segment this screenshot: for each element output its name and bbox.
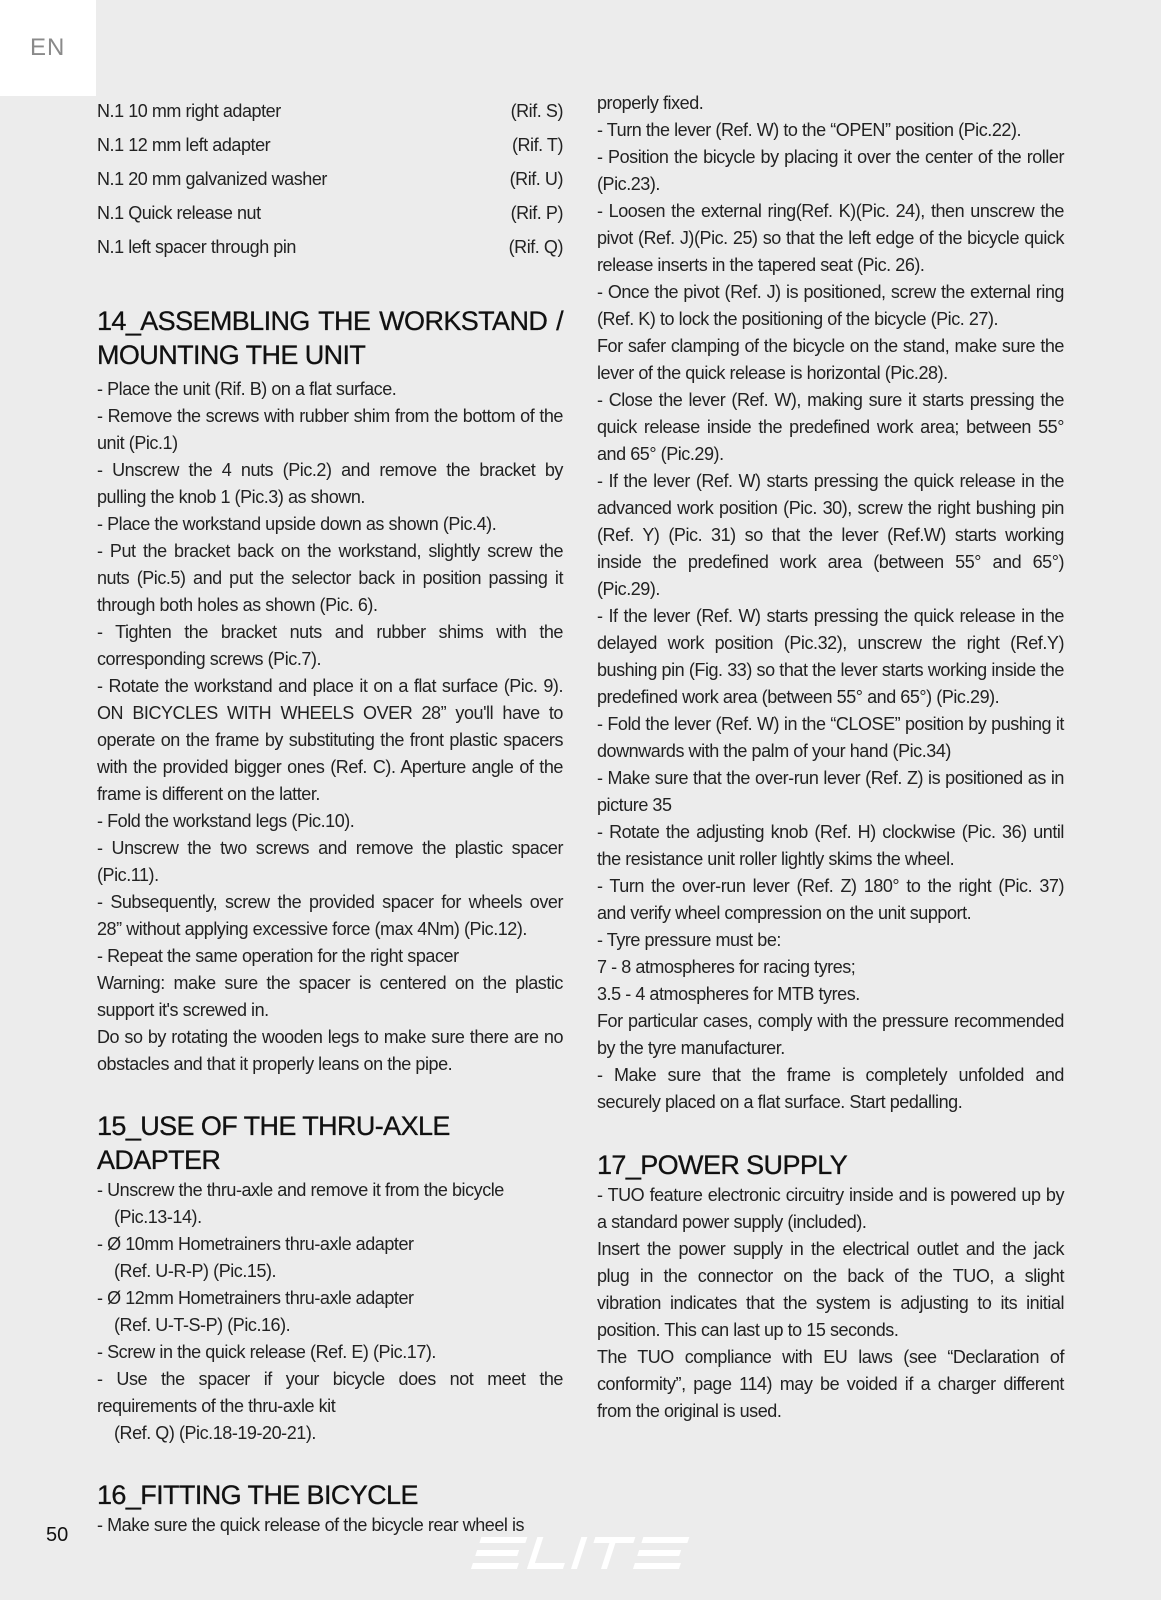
parts-list-item xyxy=(97,230,563,264)
section-14-heading-line2: MOUNTING THE UNIT xyxy=(97,340,366,370)
section-16 xyxy=(97,1478,563,1539)
part-ref: (Rif. S) xyxy=(510,101,563,121)
section-16-paragraph: For safer clamping of the bicycle on the stand, make sure the lever of the quick release is horizontal (Pic.28). xyxy=(597,336,1064,383)
section-16-paragraph: - Rotate the adjusting knob (Ref. H) clockwise (Pic. 36) until the resistance unit roller lightly skims the wheel. xyxy=(597,822,1064,869)
section-15-item: - Ø 10mm Hometrainers thru-axle adapter xyxy=(97,1234,414,1254)
section-14-heading-line1: 14_ASSEMBLING THE WORKSTAND / xyxy=(97,306,563,336)
language-tab xyxy=(0,0,96,96)
section-15-item: - Use the spacer if your bicycle does not meet the requirements of the thru-axle kit xyxy=(97,1369,563,1416)
section-17-paragraph: The TUO compliance with EU laws (see “Declaration of conformity”, page 114) may be voided if a charger different from the original is used. xyxy=(597,1347,1064,1421)
section-15-item-continued: (Pic.13-14). xyxy=(114,1207,202,1227)
section-16-paragraph: 7 - 8 atmospheres for racing tyres; xyxy=(597,957,856,977)
section-16-paragraph: - Turn the lever (Ref. W) to the “OPEN” position (Pic.22). xyxy=(597,120,1022,140)
section-16-paragraph: - Tyre pressure must be: xyxy=(597,930,781,950)
right-column xyxy=(597,90,1064,1425)
section-17 xyxy=(597,1148,1064,1425)
part-name: N.1 20 mm galvanized washer xyxy=(97,169,327,189)
section-14-paragraph: - Fold the workstand legs (Pic.10). xyxy=(97,811,355,831)
elite-logo-mark xyxy=(470,1535,690,1571)
elite-logo xyxy=(470,1535,690,1576)
part-name: N.1 Quick release nut xyxy=(97,203,261,223)
part-name: N.1 10 mm right adapter xyxy=(97,101,281,121)
section-16-paragraph: 3.5 - 4 atmospheres for MTB tyres. xyxy=(597,984,860,1004)
left-column xyxy=(97,90,563,1539)
section-16-paragraph: - Position the bicycle by placing it over the center of the roller (Pic.23). xyxy=(597,147,1064,194)
section-17-heading: 17_POWER SUPPLY xyxy=(597,1150,848,1180)
part-ref: (Rif. T) xyxy=(511,135,563,155)
language-label: EN xyxy=(30,34,66,61)
section-14-paragraph: - Place the workstand upside down as shown (Pic.4). xyxy=(97,514,497,534)
section-17-paragraph: Insert the power supply in the electrical outlet and the jack plug in the connector on the back of the TUO, a slight vibration indicates that the system is adjusting to its initial position. This can last up to 15 seconds. xyxy=(597,1239,1064,1340)
section-14-paragraph: - Rotate the workstand and place it on a flat surface (Pic. 9). ON BICYCLES WITH WHEELS OVER 28” you'll have to operate on the frame by substituting the front plastic spacers with the provided bigger ones (Ref. C). Aperture angle of the frame is different on the latter. xyxy=(97,676,563,804)
section-17-paragraph: - TUO feature electronic circuitry inside and is powered up by a standard power supply (included). xyxy=(597,1185,1064,1232)
section-16-paragraph: - Make sure that the over-run lever (Ref. Z) is positioned as in picture 35 xyxy=(597,768,1064,815)
part-name: N.1 left spacer through pin xyxy=(97,237,296,257)
parts-list-item xyxy=(97,128,563,162)
section-16-paragraph: For particular cases, comply with the pressure recommended by the tyre manufacturer. xyxy=(597,1011,1064,1058)
section-14-paragraph: - Place the unit (Rif. B) on a flat surface. xyxy=(97,379,397,399)
section-15 xyxy=(97,1109,563,1447)
section-16-heading: 16_FITTING THE BICYCLE xyxy=(97,1480,418,1510)
section-15-item-continued: (Ref. U-R-P) (Pic.15). xyxy=(114,1261,277,1281)
section-15-item-continued: (Ref. Q) (Pic.18-19-20-21). xyxy=(114,1423,316,1443)
section-15-item-continued: (Ref. U-T-S-P) (Pic.16). xyxy=(114,1315,291,1335)
section-14-paragraph: - Put the bracket back on the workstand, slightly screw the nuts (Pic.5) and put the selector back in position passing it through both holes as shown (Pic. 6). xyxy=(97,541,563,615)
parts-list-item xyxy=(97,196,563,230)
section-14-paragraph: - Subsequently, screw the provided spacer for wheels over 28” without applying excessive force (max 4Nm) (Pic.12). xyxy=(97,892,563,939)
section-14-paragraph: - Unscrew the 4 nuts (Pic.2) and remove the bracket by pulling the knob 1 (Pic.3) as shown. xyxy=(97,460,563,507)
section-15-item: - Ø 12mm Hometrainers thru-axle adapter xyxy=(97,1288,414,1308)
section-16-paragraph: - Fold the lever (Ref. W) in the “CLOSE” position by pushing it downwards with the palm of your hand (Pic.34) xyxy=(597,714,1064,761)
part-ref: (Rif. P) xyxy=(510,203,563,223)
section-14 xyxy=(97,304,563,1078)
section-16-paragraph: - Make sure the quick release of the bicycle rear wheel is xyxy=(97,1515,525,1535)
section-16-paragraph: - If the lever (Ref. W) starts pressing the quick release in the delayed work position (Pic.32), unscrew the right (Ref.Y) bushing pin (Fig. 33) so that the lever starts working inside the predefined work area (between 55° and 65°) (Pic.29). xyxy=(597,606,1064,707)
section-14-paragraph: - Unscrew the two screws and remove the plastic spacer (Pic.11). xyxy=(97,838,563,885)
section-14-paragraph: Do so by rotating the wooden legs to make sure there are no obstacles and that it properly leans on the pipe. xyxy=(97,1027,563,1074)
parts-list-item xyxy=(97,94,563,128)
section-14-paragraph: - Remove the screws with rubber shim from the bottom of the unit (Pic.1) xyxy=(97,406,563,453)
section-16-paragraph: - Loosen the external ring(Ref. K)(Pic. 24), then unscrew the pivot (Ref. J)(Pic. 25) so that the left edge of the bicycle quick release inserts in the tapered seat (Pic. 26). xyxy=(597,201,1064,275)
part-ref: (Rif. Q) xyxy=(508,237,563,257)
part-name: N.1 12 mm left adapter xyxy=(97,135,271,155)
section-16-paragraph: properly fixed. xyxy=(597,93,704,113)
section-16-paragraph: - Make sure that the frame is completely unfolded and securely placed on a flat surface. Start pedalling. xyxy=(597,1065,1064,1112)
section-15-heading: 15_USE OF THE THRU-AXLE ADAPTER xyxy=(97,1111,450,1175)
part-ref: (Rif. U) xyxy=(509,169,563,189)
section-16-paragraph: - Close the lever (Ref. W), making sure it starts pressing the quick release inside the predefined work area; between 55° and 65° (Pic.29). xyxy=(597,390,1064,464)
section-16-paragraph: - Once the pivot (Ref. J) is positioned, screw the external ring (Ref. K) to lock the positioning of the bicycle (Pic. 27). xyxy=(597,282,1064,329)
section-16-paragraph: - If the lever (Ref. W) starts pressing the quick release in the advanced work position (Pic. 30), screw the right bushing pin (Ref. Y) (Pic. 31) so that the lever (Ref.W) starts working inside the predefined work area (between 55° and 65°) (Pic.29). xyxy=(597,471,1064,599)
page-number: 50 xyxy=(46,1524,69,1546)
section-14-paragraph: - Repeat the same operation for the right spacer xyxy=(97,946,459,966)
section-14-paragraph: - Tighten the bracket nuts and rubber shims with the corresponding screws (Pic.7). xyxy=(97,622,563,669)
section-15-item: - Screw in the quick release (Ref. E) (Pic.17). xyxy=(97,1342,436,1362)
section-16-paragraph: - Turn the over-run lever (Ref. Z) 180° to the right (Pic. 37) and verify wheel compression on the unit support. xyxy=(597,876,1064,923)
section-14-paragraph: Warning: make sure the spacer is centered on the plastic support it's screwed in. xyxy=(97,973,563,1020)
parts-list-item xyxy=(97,162,563,196)
section-15-item: - Unscrew the thru-axle and remove it from the bicycle xyxy=(97,1180,504,1200)
parts-list xyxy=(97,94,563,264)
